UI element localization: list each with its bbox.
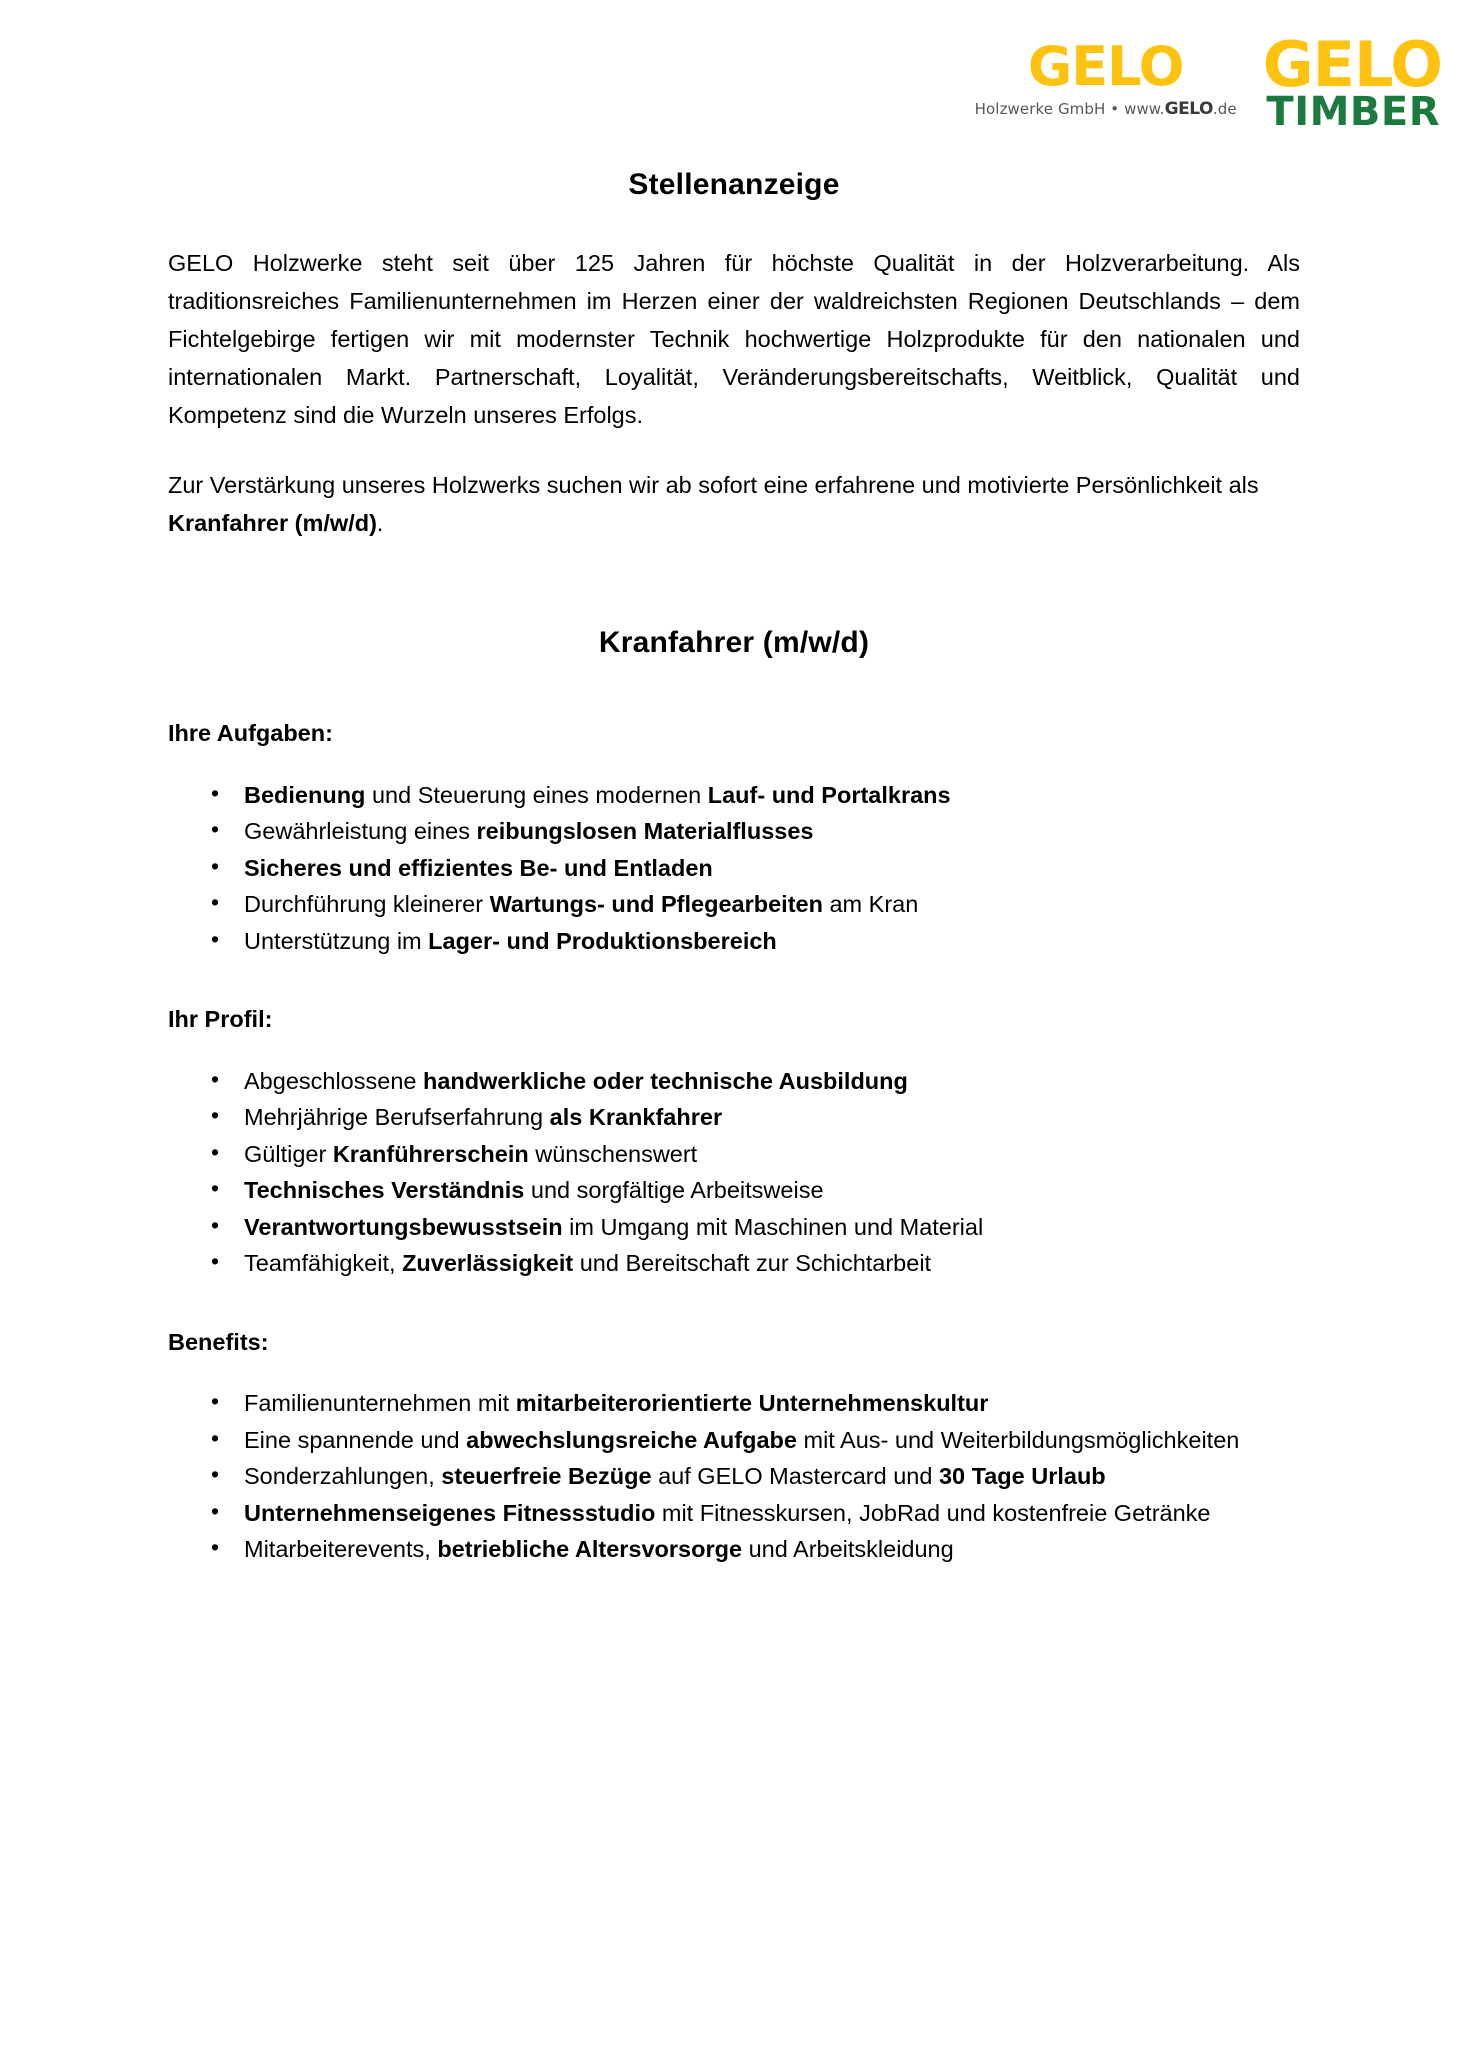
list-item bbox=[168, 1423, 1300, 1458]
list-item-text: Eine spannende und bbox=[244, 1426, 467, 1453]
list-item bbox=[168, 1386, 1300, 1421]
section-aufgaben bbox=[168, 716, 1300, 958]
intro-paragraph: GELO Holzwerke steht seit über 125 Jahren für höchste Qualität in der Holzverarbeitung. Als traditionsreiches Familienunternehmen im Herzen einer der waldreichsten Regionen Deutschlands – dem Fichtelgebirge fertigen wir mit modernster Technik hochwertige Holzprodukte für den nationalen und internationalen Markt. Partnerschaft, Loyalität, Veränderungsbereitschafts, Weitblick, Qualität und Kompetenz sind die Wurzeln unseres Erfolgs. bbox=[168, 250, 1300, 429]
call-lead-text: Zur Verstärkung unseres Holzwerks suchen wir ab sofort eine erfahrene und motivierte Persönlichkeit als bbox=[168, 472, 1259, 499]
list-item-text: Familienunternehmen mit bbox=[244, 1390, 516, 1417]
list-item-emphasis: Sicheres und effizientes Be- und Entladen bbox=[244, 854, 713, 881]
section-heading-benefits: Benefits: bbox=[168, 1328, 269, 1355]
list-item-emphasis: Lauf- und Portalkrans bbox=[707, 781, 951, 808]
timber-wordmark-icon: TIMBER bbox=[1266, 89, 1440, 135]
list-item-emphasis: reibungslosen Materialflusses bbox=[476, 818, 814, 845]
list-item-text: Durchführung kleinerer bbox=[244, 891, 490, 918]
list-item-emphasis: Zuverlässigkeit bbox=[402, 1250, 574, 1277]
tagline-prefix: Holzwerke GmbH • www. bbox=[974, 100, 1165, 118]
list-item-text: und Steuerung eines modernen bbox=[365, 781, 708, 808]
list-item-text: wünschenswert bbox=[528, 1140, 698, 1167]
list-item bbox=[168, 851, 1300, 886]
call-tail-text: . bbox=[376, 510, 384, 537]
list-item bbox=[168, 1246, 1300, 1281]
gelo-holzwerke-logo bbox=[975, 22, 1237, 119]
bullet-list-benefits bbox=[168, 1386, 1300, 1567]
page-title: Stellenanzeige bbox=[628, 168, 840, 201]
list-item-text: Mitarbeiterevents, bbox=[244, 1536, 438, 1563]
list-item-text: und sorgfältige Arbeitsweise bbox=[524, 1177, 824, 1204]
section-heading-aufgaben: Ihre Aufgaben: bbox=[168, 720, 333, 747]
list-item bbox=[168, 1532, 1300, 1567]
company-logo-header bbox=[974, 22, 1442, 135]
list-item-emphasis: Wartungs- und Pflegearbeiten bbox=[489, 891, 823, 918]
list-item-emphasis: steuerfreie Bezüge bbox=[441, 1463, 652, 1490]
bullet-list-aufgaben bbox=[168, 778, 1300, 959]
list-item bbox=[168, 1459, 1300, 1494]
sections-container bbox=[168, 716, 1300, 1566]
list-item-emphasis: betriebliche Altersvorsorge bbox=[437, 1536, 743, 1563]
list-item-emphasis: 30 Tage Urlaub bbox=[938, 1463, 1106, 1490]
list-item-emphasis: Verantwortungsbewusstsein bbox=[244, 1213, 563, 1240]
list-item bbox=[168, 1137, 1300, 1172]
list-item-emphasis: handwerkliche oder technische Ausbildung bbox=[422, 1067, 908, 1094]
list-item bbox=[168, 1210, 1300, 1245]
list-item bbox=[168, 1100, 1300, 1135]
document-content bbox=[168, 168, 1300, 1569]
list-item-emphasis: mitarbeiterorientierte Unternehmenskultur bbox=[515, 1390, 989, 1417]
list-item-text: mit Fitnesskursen, JobRad und kostenfreie Getränke bbox=[655, 1499, 1211, 1526]
list-item-text: Teamfähigkeit, bbox=[244, 1250, 403, 1277]
list-item-text: Gültiger bbox=[244, 1140, 333, 1167]
tagline-suffix: .de bbox=[1212, 100, 1237, 118]
list-item-text: am Kran bbox=[822, 891, 919, 918]
list-item-emphasis: Lager- und Produktionsbereich bbox=[428, 927, 777, 954]
section-heading-profil: Ihr Profil: bbox=[168, 1006, 273, 1033]
gelo-timber-wordmark-icon: GELO bbox=[1262, 28, 1442, 101]
list-item-text: Sonderzahlungen, bbox=[244, 1463, 442, 1490]
list-item bbox=[168, 814, 1300, 849]
list-item-text: auf GELO Mastercard und bbox=[651, 1463, 939, 1490]
list-item bbox=[168, 1496, 1300, 1531]
gelo-timber-logo bbox=[1262, 22, 1442, 135]
list-item-text: und Arbeitskleidung bbox=[742, 1536, 954, 1563]
gelo-wordmark-icon: GELO bbox=[1027, 35, 1184, 98]
list-item-text: Mehrjährige Berufserfahrung bbox=[244, 1104, 550, 1131]
call-to-action-paragraph bbox=[168, 466, 1300, 542]
job-title-heading: Kranfahrer (m/w/d) bbox=[598, 626, 870, 660]
list-item bbox=[168, 887, 1300, 922]
list-item-text: mit Aus- und Weiterbildungsmöglichkeiten bbox=[796, 1426, 1240, 1453]
list-item bbox=[168, 1173, 1300, 1208]
list-item-emphasis: Kranführerschein bbox=[332, 1140, 529, 1167]
list-item-emphasis: Bedienung bbox=[244, 781, 366, 808]
tagline-brand: GELO bbox=[1164, 99, 1213, 119]
list-item bbox=[168, 924, 1300, 959]
list-item-emphasis: Technisches Verständnis bbox=[244, 1177, 525, 1204]
call-job-title: Kranfahrer (m/w/d) bbox=[168, 510, 377, 537]
list-item-text: Unterstützung im bbox=[244, 927, 429, 954]
list-item-emphasis: abwechslungsreiche Aufgabe bbox=[466, 1426, 797, 1453]
bullet-list-profil bbox=[168, 1064, 1300, 1281]
list-item bbox=[168, 778, 1300, 813]
gelo-logo-tagline bbox=[975, 99, 1237, 119]
list-item-text: im Umgang mit Maschinen und Material bbox=[562, 1213, 984, 1240]
list-item-emphasis: als Krankfahrer bbox=[549, 1104, 723, 1131]
section-benefits bbox=[168, 1325, 1300, 1567]
list-item-text: und Bereitschaft zur Schichtarbeit bbox=[573, 1250, 932, 1277]
list-item-text: Gewährleistung eines bbox=[244, 818, 477, 845]
section-profil bbox=[168, 1002, 1300, 1280]
list-item-text: Abgeschlossene bbox=[244, 1067, 423, 1094]
list-item-emphasis: Unternehmenseigenes Fitnessstudio bbox=[244, 1499, 656, 1526]
list-item bbox=[168, 1064, 1300, 1099]
